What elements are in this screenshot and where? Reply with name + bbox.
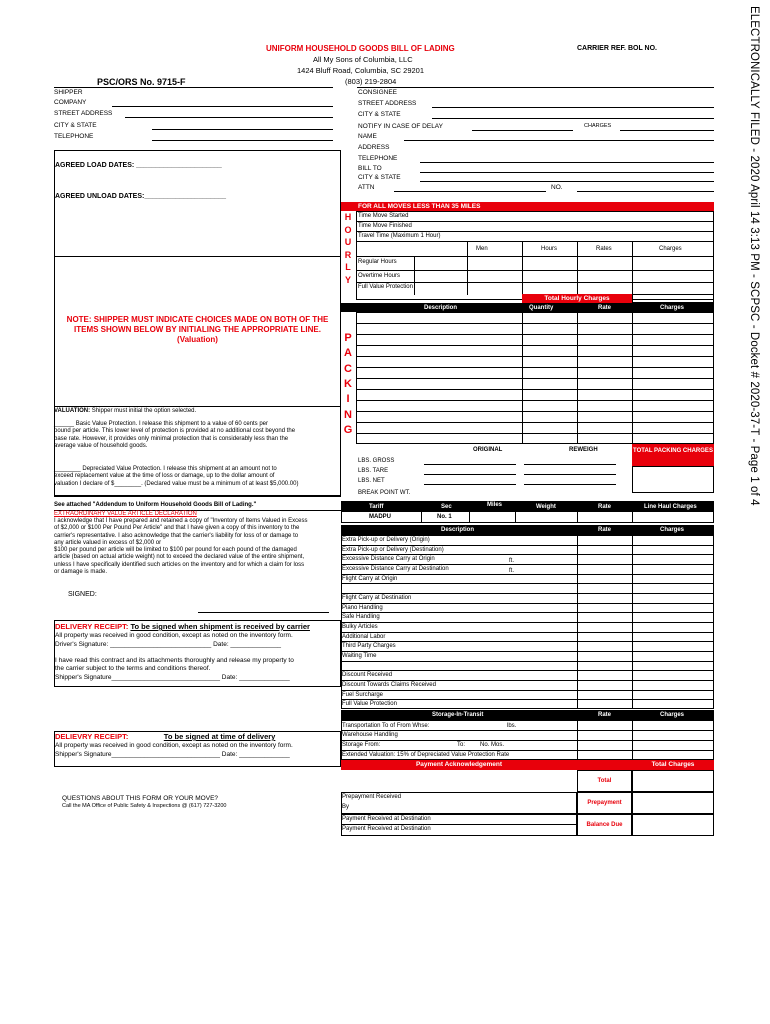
carrier-ref-label: CARRIER REF. BOL NO. <box>577 45 657 52</box>
prepayment-value[interactable] <box>632 792 714 814</box>
accessorial-row-label: Extra Pick-up or Delivery (Origin) <box>342 537 430 543</box>
hourly-letter: O <box>344 224 352 235</box>
agreed-load-dates: AGREED LOAD DATES: ______________________ <box>55 162 222 169</box>
agreed-unload-dates: AGREED UNLOAD DATES:_____________________ <box>55 193 227 200</box>
accessorial-row-label: Discount Towards Claims Received <box>342 682 436 688</box>
delivery-receipt-2-title: DELIEVRY RECEIPT: To be signed at time of delivery <box>55 732 276 741</box>
notify-telephone-label: TELEPHONE <box>358 155 398 162</box>
prepayment-by: By <box>342 804 350 810</box>
packing-row-line <box>356 345 714 346</box>
form-title: UNIFORM HOUSEHOLD GOODS BILL OF LADING <box>266 44 455 53</box>
company-street: 1424 Bluff Road, Columbia, SC 29201 <box>297 66 425 75</box>
attn-label: ATTN <box>358 184 375 191</box>
street-address-label: STREET ADDRESS <box>54 110 113 117</box>
packing-header <box>341 303 714 312</box>
accessorial-col-description: Description <box>441 527 475 533</box>
accessorial-header <box>341 525 714 535</box>
signed-label: SIGNED: <box>68 591 97 598</box>
extraordinary-value-text: I acknowledge that I have prepared and retained a copy of "Inventory of Items Valued in Excess of $2,000 or $100 Per Pound Per Article" and that I have given a copy of this inventory to the carrier's representative. I also acknowledge that the carrier's liability for loss of or damage to any article valued in excess of $2,000 or $100 per pound per article will be limited to $100 per pound for each pound of the damaged article (based on actual article weight) not to exceed the declared value of the entire shipment, unless I have specifically identified such articles on the inventory and for which a claim for loss or damage is made. <box>54 518 308 576</box>
total-packing-value[interactable] <box>632 466 714 493</box>
sit-col-rate: Rate <box>598 712 612 718</box>
questions-line-2: Call the MA Office of Public Safety & Inspections @ (617) 727-3200 <box>62 803 227 809</box>
city-state-label: CITY & STATE <box>54 122 97 129</box>
packing-row-line <box>356 367 714 368</box>
notify-delay-field[interactable] <box>472 130 573 131</box>
shipper-signature-2[interactable]: Shipper's Signature______________________________ Date: ______________ <box>55 751 290 758</box>
break-point-weight: BREAK POINT WT. <box>358 490 411 496</box>
accessorial-col-rate: Rate <box>598 527 612 533</box>
company-label: COMPANY <box>54 99 87 106</box>
shipper-signature-1[interactable]: Shipper's Signature______________________________ Date: ______________ <box>55 674 290 681</box>
driver-signature[interactable]: Driver's Signature: ____________________________ Date: ______________ <box>55 641 282 648</box>
accessorial-row-label: Discount Received <box>342 672 393 679</box>
col-rates: Rates <box>596 246 612 252</box>
total-hourly-charges: Total Hourly Charges <box>522 294 632 303</box>
hourly-bar: FOR ALL MOVES LESS THAN 35 MILES <box>341 202 714 211</box>
sit-header <box>341 710 714 720</box>
signed-field[interactable] <box>198 612 329 613</box>
bill-to-field[interactable] <box>420 172 714 173</box>
ft-destination: ft. <box>509 568 515 574</box>
ft-origin: ft. <box>509 558 515 564</box>
delivery-receipt-title: DELIVERY RECEIPT: To be signed when shipment is received by carrier <box>55 622 310 631</box>
packing-letter: A <box>344 347 352 360</box>
packing-col-rate: Rate <box>598 305 612 311</box>
sit-storage-from: Storage From: <box>342 742 381 748</box>
packing-row-line <box>356 400 714 401</box>
company-phone: (803) 219-2804 <box>345 77 397 86</box>
hourly-letter: U <box>344 237 352 247</box>
packing-row-line <box>356 323 714 324</box>
col-men: Men <box>476 246 488 252</box>
packing-letter: K <box>344 377 352 390</box>
city-state-field[interactable] <box>152 129 333 130</box>
consignee-street-label: STREET ADDRESS <box>358 100 417 107</box>
tariff-value: MADPU <box>369 514 391 520</box>
packing-row-line <box>356 389 714 390</box>
notify-name-label: NAME <box>358 133 377 140</box>
lbs-net: LBS. NET <box>358 478 385 484</box>
telephone-field[interactable] <box>152 140 333 141</box>
packing-letter: I <box>346 393 350 406</box>
accessorial-col-charges: Charges <box>660 527 685 533</box>
packing-row-line <box>356 422 714 423</box>
no-field[interactable] <box>577 191 714 192</box>
sit-to: To: <box>457 742 466 748</box>
release-text-2: the carrier subject to the terms and conditions thereof. <box>55 665 211 672</box>
sit-no-mos: No. Mos. <box>480 742 505 748</box>
attn-field[interactable] <box>394 191 546 192</box>
weight-reweigh: REWEIGH <box>569 447 598 453</box>
telephone-label: TELEPHONE <box>54 133 94 140</box>
prepayment-received: Prepayment Received <box>342 794 402 800</box>
accessorial-row-label: Excessive Distance Carry at Origin <box>342 556 435 563</box>
extraordinary-value-title: EXTRAORDINARY VALUE ARTICLE DECLARATION <box>54 511 197 517</box>
consignee-street-field[interactable] <box>432 107 714 108</box>
sit-title: Storage-In-Transit <box>432 712 484 718</box>
bill-to-label: BILL TO <box>358 165 382 172</box>
full-value-protection-hourly: Full Value Protection <box>358 284 413 290</box>
sit-transportation: Transportation To of From Whse: <box>342 723 430 729</box>
street-address-field[interactable] <box>125 117 333 118</box>
total-hourly-value[interactable] <box>632 294 714 303</box>
packing-letter: G <box>343 423 353 436</box>
questions-line-1: QUESTIONS ABOUT THIS FORM OR YOUR MOVE? <box>62 795 219 802</box>
accessorial-row-label: Fuel Surcharge <box>342 691 384 698</box>
packing-letter: P <box>344 332 352 344</box>
accessorial-row-label: Safe Handling <box>342 614 380 621</box>
sit-lbs: lbs. <box>507 723 517 729</box>
delivery-receipt-2-line: All property was received in good condition, except as noted on the inventory form. <box>55 742 293 749</box>
payment-received-destination-1: Payment Received at Destination <box>342 816 431 822</box>
payment-received-destination-2: Payment Received at Destination <box>342 826 431 832</box>
packing-col-quantity: Quantity <box>529 305 554 311</box>
notify-delay-label: NOTIFY IN CASE OF DELAY <box>358 123 443 130</box>
no-label: NO. <box>551 184 563 191</box>
linehaul-col-weight: Weight <box>536 504 556 510</box>
linehaul-row <box>341 511 714 523</box>
sit-warehouse-handling: Warehouse Handling <box>342 732 398 738</box>
hourly-letter: Y <box>344 274 351 285</box>
col-charges: Charges <box>659 246 682 252</box>
linehaul-col-charges: Line Haul Charges <box>644 504 697 510</box>
addendum-note: See attached "Addendum to Uniform Household Goods Bill of Lading." <box>54 502 257 508</box>
lbs-gross: LBS. GROSS <box>358 458 395 464</box>
company-name: All My Sons of Columbia, LLC <box>313 55 413 64</box>
charges-field[interactable] <box>620 130 714 131</box>
payment-acknowledgement: Payment Acknowledgement <box>341 760 577 770</box>
basic-value-protection: ______ Basic Value Protection. I release this shipment to a value of 60 cents per pound per article. This lower level of protection is provided at no additional cost beyond the base rate. However, it provides only minimal protection that is considerably less than the average value of household goods. <box>54 421 296 449</box>
shipper-note: NOTE: SHIPPER MUST INDICATE CHOICES MADE ON BOTH OF THE ITEMS SHOWN BELOW BY INITIALING THE APPROPRIATE LINE. (Valuation) <box>66 315 329 344</box>
accessorial-row-label: Flight Carry at Origin <box>342 575 398 582</box>
accessorial-row-label: Extra Pick-up or Delivery (Destination) <box>342 546 444 553</box>
packing-col-charges: Charges <box>660 305 685 311</box>
packing-row-line <box>356 411 714 412</box>
total-value[interactable] <box>632 770 714 792</box>
accessorial-row-label: Bulky Articles <box>342 624 378 630</box>
valuation-heading: VALUATION: Shipper must initial the option selected. <box>54 408 197 414</box>
electronic-filing-stamp: ELECTRONICALLY FILED - 2020 April 14 3:13 PM - SCPSC - Docket # 2020-37-T - Page 1 of 4 <box>748 6 760 506</box>
weight-original: ORIGINAL <box>473 447 503 453</box>
bill-to-city-label: CITY & STATE <box>358 174 401 181</box>
consignee-city-field[interactable] <box>432 118 714 119</box>
hourly-letter: L <box>345 262 351 272</box>
depreciated-value-protection: ________ Depreciated Value Protection. I release this shipment at an amount not to exceed replacement value at the time of loss or damage, up to the dollar amount of valuation I declare of $________. (Declared value must be a minimum of at least $5,000.00) <box>54 466 299 487</box>
packing-letter: C <box>344 362 352 375</box>
packing-row-line <box>356 356 714 357</box>
linehaul-col-tariff: Tariff <box>369 504 384 510</box>
notify-name-field[interactable] <box>404 140 714 141</box>
time-move-finished: Time Move Finished <box>358 223 412 229</box>
psc-number: PSC/ORS No. 9715-F <box>97 77 186 87</box>
accessorial-row-label: Full Value Protection <box>342 701 397 708</box>
release-text-1: I have read this contract and its attachments thoroughly and release my property to <box>55 657 294 664</box>
linehaul-col-miles: Miles <box>487 502 503 508</box>
notify-address-label: ADDRESS <box>358 144 390 151</box>
hourly-letter: R <box>344 249 352 260</box>
sec-value: No. 1 <box>437 514 452 520</box>
consignee-city-label: CITY & STATE <box>358 111 401 118</box>
accessorial-row-label: Flight Carry at Destination <box>342 595 412 601</box>
col-hours: Hours <box>541 246 558 252</box>
lbs-tare: LBS. TARE <box>358 468 389 474</box>
accessorial-row-label: Additional Labor <box>342 633 386 640</box>
charges-label: CHARGES <box>584 123 612 129</box>
regular-hours: Regular Hours <box>358 259 397 265</box>
packing-row-line <box>356 334 714 335</box>
bill-to-city-field[interactable] <box>420 181 714 182</box>
total-charges-bar: Total Charges <box>632 760 714 770</box>
consignee-label: CONSIGNEE <box>358 89 398 96</box>
delivery-receipt-line: All property was received in good condition, except as noted on the inventory form. <box>55 632 293 639</box>
sit-col-charges: Charges <box>660 712 685 718</box>
accessorial-row-label: Waiting Time <box>342 653 377 659</box>
accessorial-row-label: Excessive Distance Carry at Destination <box>342 566 449 572</box>
accessorial-row-label: Piano Handling <box>342 604 383 611</box>
notify-telephone-field[interactable] <box>420 162 714 163</box>
overtime-hours: Overtime Hours <box>358 273 401 279</box>
company-field[interactable] <box>112 106 333 107</box>
travel-time: Travel Time (Maximum 1 Hour) <box>358 233 441 239</box>
packing-row-line <box>356 433 714 434</box>
linehaul-col-rate: Rate <box>598 504 612 510</box>
packing-row-line <box>356 378 714 379</box>
packing-col-description: Description <box>424 305 458 311</box>
sit-extended-valuation: Extended Valuation: 15% of Depreciated Value Protection Rate <box>342 752 510 758</box>
shipper-label: SHIPPER <box>54 89 83 96</box>
hourly-letter: H <box>344 212 352 222</box>
linehaul-col-sec: Sec <box>441 504 452 510</box>
accessorial-row-label: Third Party Charges <box>342 643 396 650</box>
time-move-started: Time Move Started <box>358 213 409 219</box>
packing-letter: N <box>344 408 352 421</box>
balance-due-value[interactable] <box>632 814 714 836</box>
